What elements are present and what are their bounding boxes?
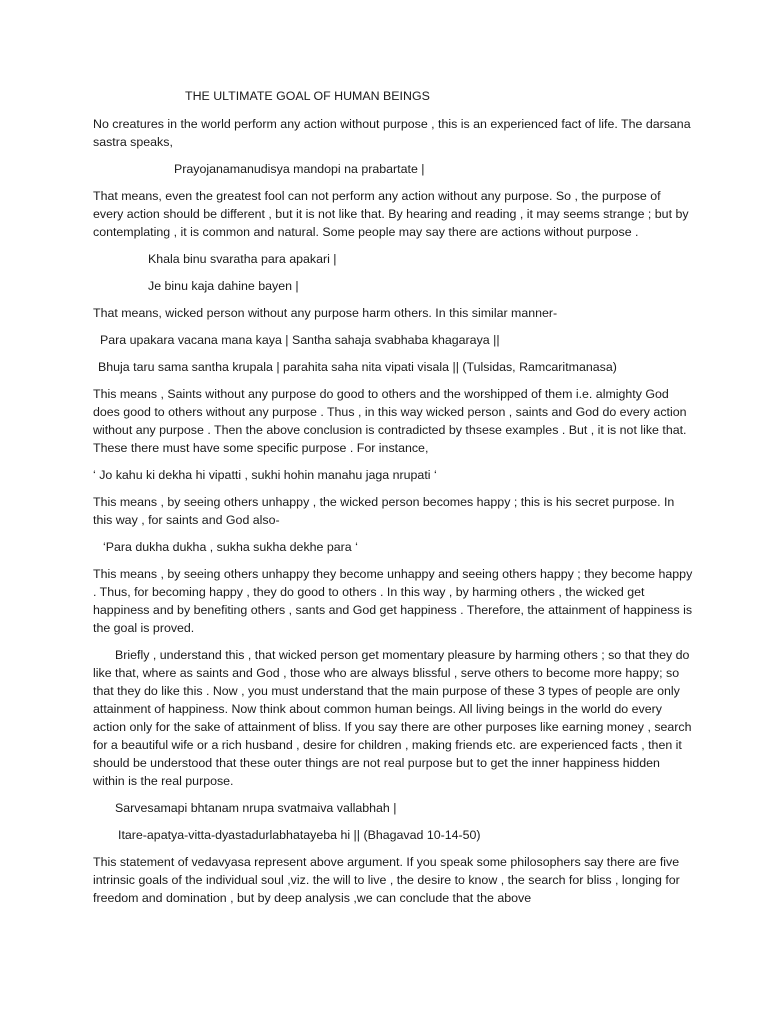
paragraph-secret-purpose: This means , by seeing others unhappy , the wicked person becomes happy ; this is his secret purpose. In this way , for saints and God also- (93, 495, 675, 527)
paragraph-wicked: That means, wicked person without any purpose harm others. In this similar manner- (93, 306, 558, 320)
verse-para-dukha: ‘Para dukha dukha , sukha sukha dekhe para ‘ (103, 540, 358, 554)
paragraph-intro: No creatures in the world perform any action without purpose , this is an experienced fact of life. The darsana sastra speaks, (93, 117, 691, 149)
paragraph-happiness: This means , by seeing others unhappy they become unhappy and seeing others happy ; they become happy . Thus, for becoming happy , they do good to others . In this way , by harming others , the wicked get happiness and by benefiting others , sants and God get happiness . Therefore, the attainment of happiness is the goal is proved. (93, 567, 693, 635)
paragraph-briefly: Briefly , understand this , that wicked person get momentary pleasure by harming others ; so that they do like that, where as saints and God , those who are always blissful , serve others to become more happy; so that they do like this . Now , you must understand that the main purpose of these 3 types of people are only attainment of happiness. Now think about common human beings. All living beings in the world do every action only for the sake of attainment of bliss. If you say there are other purposes like earning money , search for a beautiful wife or a rich husband , desire for children , making friends etc. are experienced facts , then it should be understood that these outer things are not real purpose but to get the inner happiness hidden within is the real purpose. (93, 648, 692, 788)
page-title: THE ULTIMATE GOAL OF HUMAN BEINGS (185, 89, 430, 103)
verse-bhuja-taru: Bhuja taru sama santha krupala | parahita saha nita vipati visala || (Tulsidas, Ramcaritmanasa) (98, 360, 617, 374)
verse-para-upakara: Para upakara vacana mana kaya | Santha sahaja svabhaba khagaraya || (100, 333, 500, 347)
verse-je-binu: Je binu kaja dahine bayen | (148, 279, 299, 293)
verse-prayojanam: Prayojanamanudisya mandopi na prabartate | (174, 162, 425, 176)
document-body (93, 87, 693, 916)
paragraph-vedavyasa: This statement of vedavyasa represent above argument. If you speak some philosophers say there are five intrinsic goals of the individual soul ,viz. the will to live , the desire to know , the search for bliss , longing for freedom and domination , but by deep analysis ,we can conclude that the above (93, 855, 680, 905)
paragraph-fool: That means, even the greatest fool can not perform any action without any purpose. So , the purpose of every action should be different , but it is not like that. By hearing and reading , it may seems strange ; but by contemplating , it is common and natural. Some people may say there are actions without purpose . (93, 189, 689, 239)
verse-jo-kahu: ‘ Jo kahu ki dekha hi vipatti , sukhi hohin manahu jaga nrupati ‘ (93, 468, 437, 482)
verse-sarvesamapi: Sarvesamapi bhtanam nrupa svatmaiva vallabhah | (115, 801, 397, 815)
verse-itare: Itare-apatya-vitta-dyastadurlabhatayeba hi || (Bhagavad 10-14-50) (118, 828, 481, 842)
paragraph-saints: This means , Saints without any purpose do good to others and the worshipped of them i.e. almighty God does good to others without any purpose . Thus , in this way wicked person , saints and God do every action without any purpose . Then the above conclusion is contradicted by thsese examples . But , it is not like that. These there must have some specific purpose . For instance, (93, 387, 687, 455)
verse-khala: Khala binu svaratha para apakari | (148, 252, 337, 266)
